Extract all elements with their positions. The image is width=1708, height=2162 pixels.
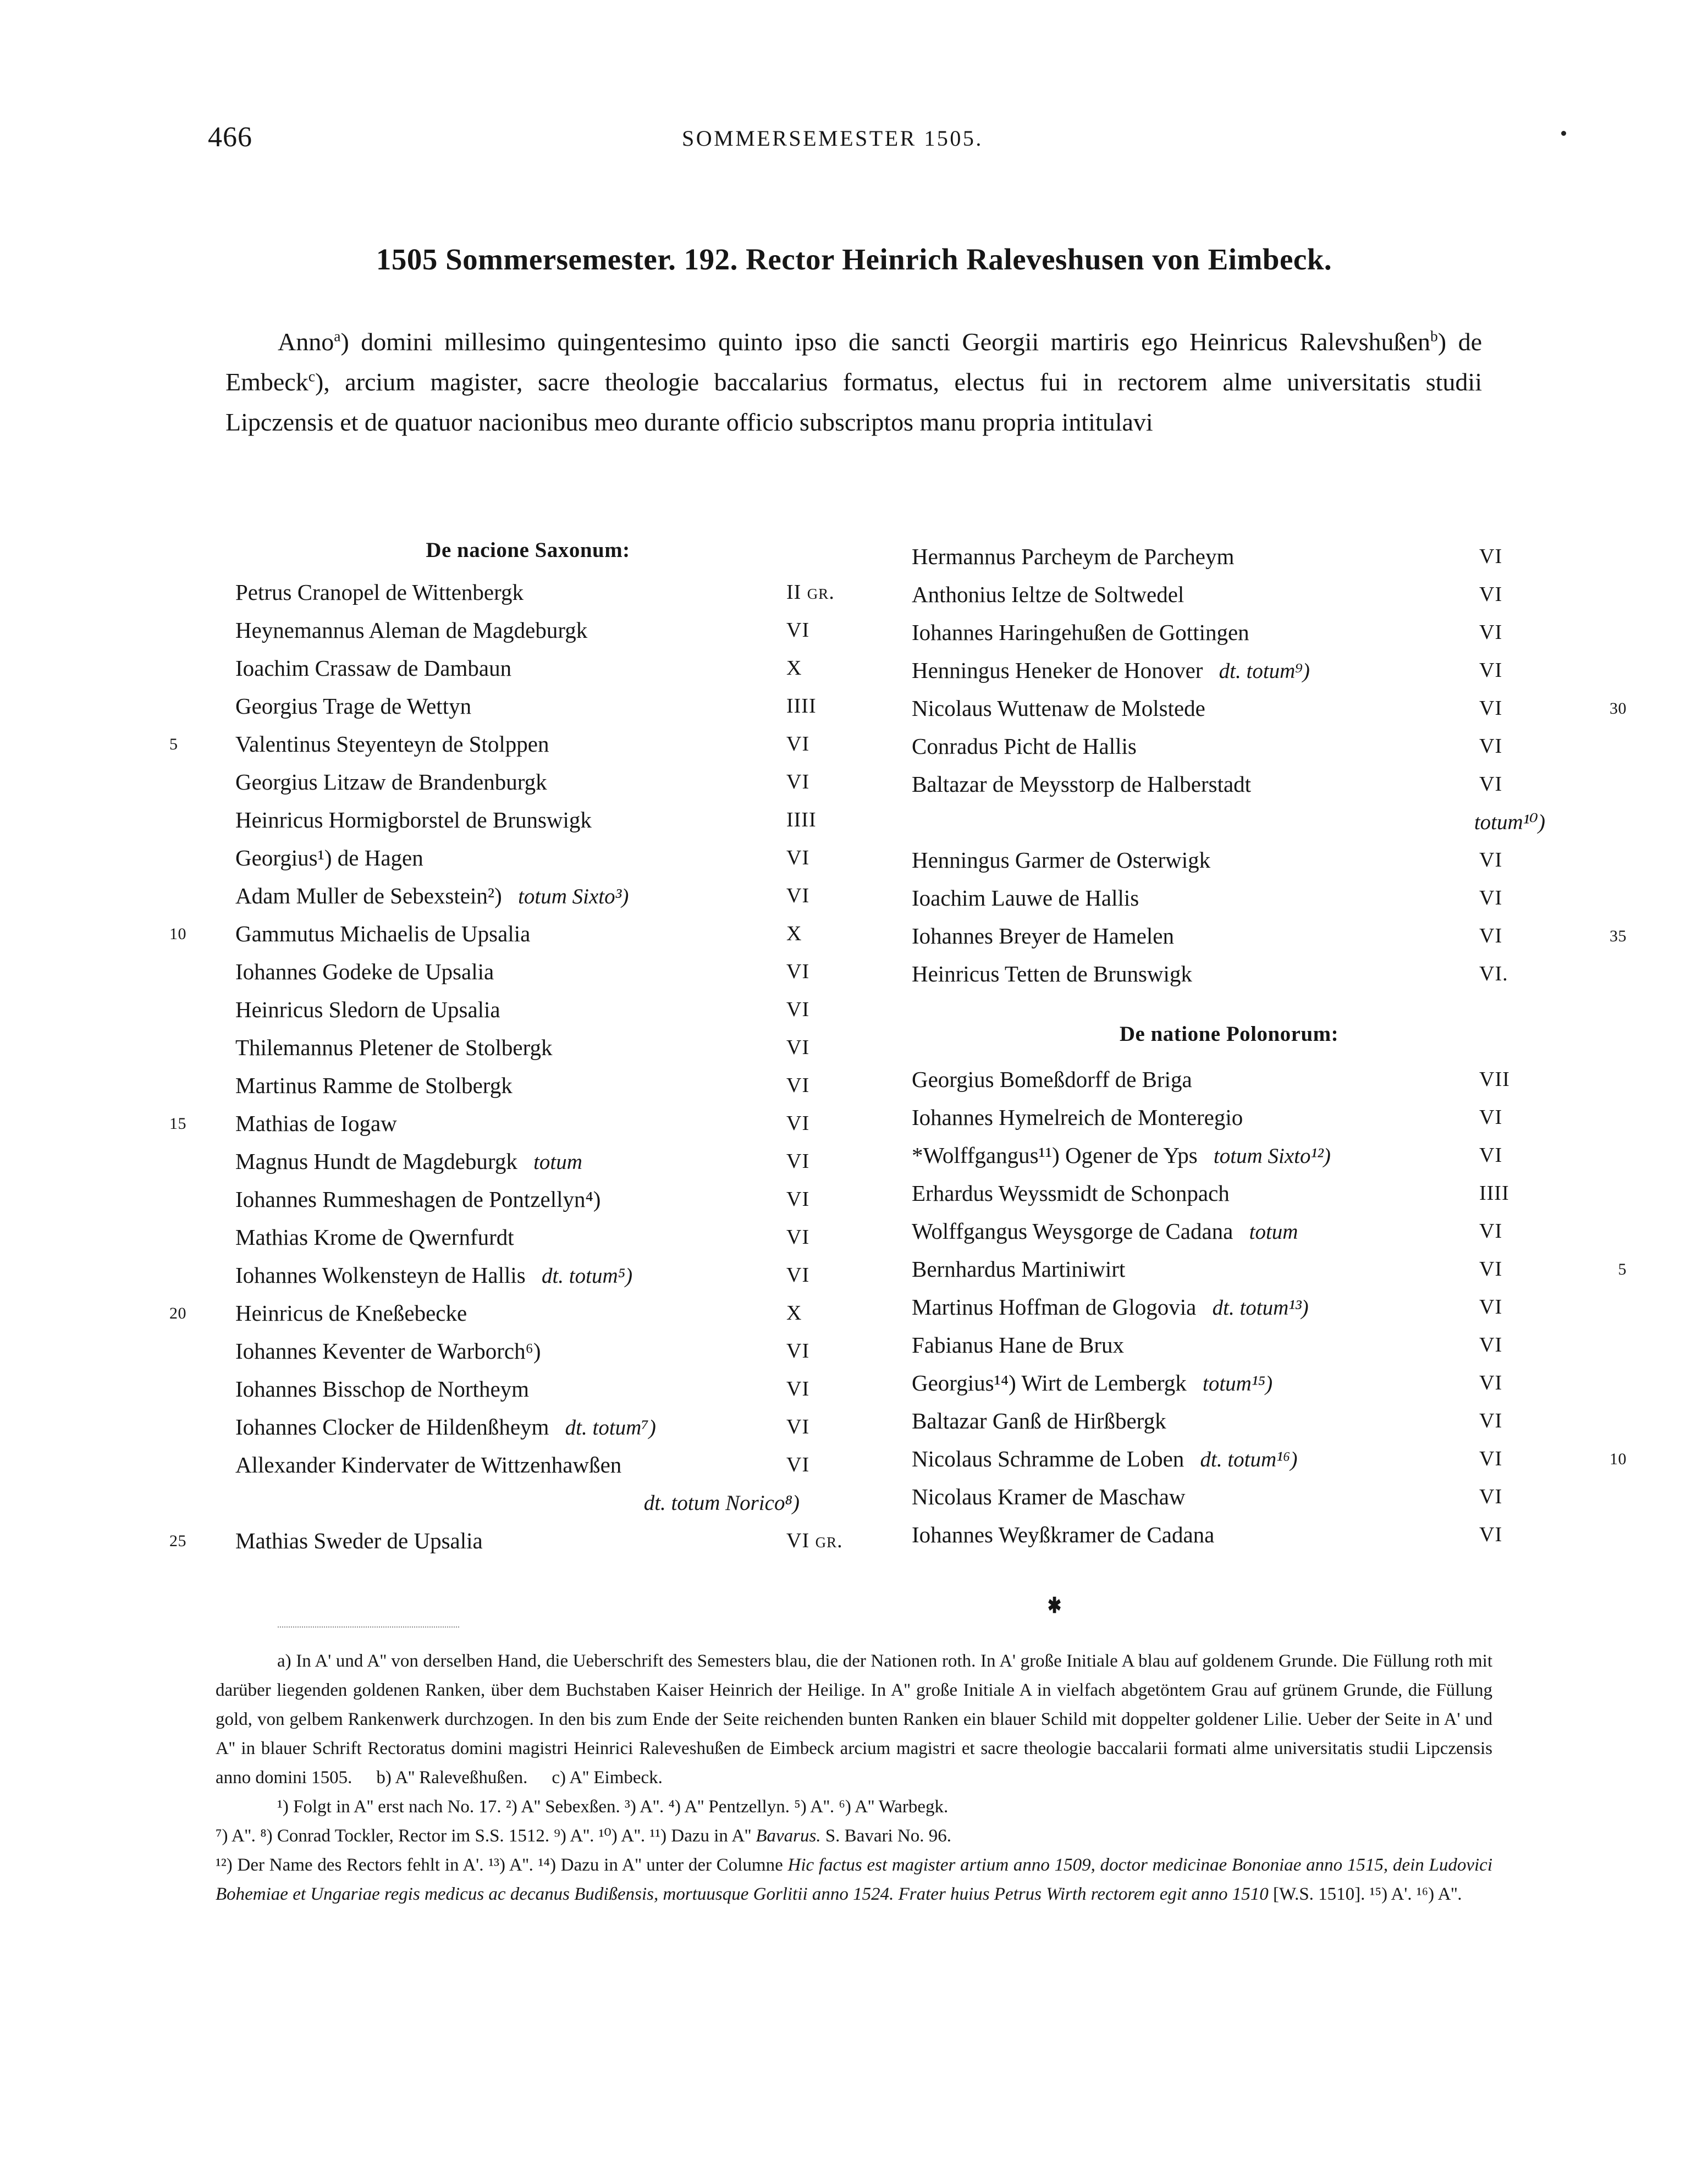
entry-fee: IIII — [1479, 1182, 1509, 1205]
register-entry — [203, 801, 852, 839]
footnote-3b: [W.S. 1510]. ¹⁵) A'. ¹⁶) A''. — [1268, 1884, 1462, 1904]
entry-fee: VI — [786, 1453, 810, 1476]
entry-fee: VI gr. — [786, 1529, 843, 1552]
running-head-title: SOMMERSEMESTER 1505. — [682, 126, 983, 151]
entry-name: Adam Muller de Sebexstein²) totum Sixto³) — [235, 883, 629, 908]
footnote-3-italic: Hic factus est magister artium anno 1509, doctor medicinae Bononiae anno 1515, dein Ludovici Bohemiae et Ungariae regis medicus ac decanus Budißensis, mortuusque Gorlitii anno 1524. Frater huius Petrus Wirth rectorem egit anno 1510 — [216, 1855, 1492, 1904]
section-title: 1505 Sommersemester. 192. Rector Heinrich Raleveshusen von Eimbeck. — [376, 242, 1332, 276]
running-head — [0, 121, 1708, 154]
register-entry — [880, 727, 1578, 765]
entry-fee: VI — [786, 1036, 810, 1059]
entry-fee: VI — [786, 960, 810, 983]
entry-name: Baltazar Ganß de Hirßbergk — [912, 1408, 1166, 1433]
entry-fee: II gr. — [786, 581, 835, 604]
register-entry — [203, 1218, 852, 1256]
register-entry — [203, 877, 852, 915]
entry-name: Iohannes Breyer de Hamelen — [912, 923, 1174, 948]
footnote-c-text: c) A'' Eimbeck. — [552, 1768, 663, 1788]
entry-name: Iohannes Wolkensteyn de Hallis dt. totum⁵) — [235, 1262, 633, 1288]
register-columns — [0, 538, 1708, 1582]
entry-name: Georgius¹⁴) Wirt de Lembergk totum¹⁵) — [912, 1370, 1273, 1396]
entry-payment-note: dt. totum⁹) — [1203, 659, 1310, 683]
entry-name: Iohannes Clocker de Hildenßheym dt. totum⁷) — [235, 1414, 656, 1440]
footnote-a-text: a) In A' und A'' von derselben Hand, die Ueberschrift des Semesters blau, die der Nationen roth. In A' große Initiale A blau auf goldenem Grunde. Die Füllung roth mit darüber liegenden goldenen Ranken, über dem Buchstaben Kaiser Heinrich der Heilige. In A'' große Initiale A in vielfach abgetöntem Grau auf grünem Grunde, die Füllung gold, von gelbem Rankenwerk durchzogen. In den bis zum Ende der Seite reichenden bunten Ranken ein blauer Schild mit doppelter goldener Lilie. Ueber der Seite in A' und A'' in blauer Schrift Rectoratus domini magistri Heinrici Raleveshußen de Eimbeck arcium magistri et sacre theologie baccalarii formati alme universitatis studii Lipczensis anno domini 1505. — [216, 1651, 1492, 1788]
register-entry — [880, 1326, 1578, 1364]
entry-line-number: 30 — [1610, 699, 1627, 718]
register-entry — [203, 991, 852, 1029]
entry-name: Henningus Heneker de Honover dt. totum⁹) — [912, 658, 1310, 683]
entry-list-left — [169, 573, 852, 1560]
intro-paragraph — [225, 322, 1482, 442]
footnote-numbered-line-3 — [216, 1851, 1492, 1909]
page-number: 466 — [208, 122, 252, 153]
entry-fee: VI — [786, 1226, 810, 1249]
register-entry — [880, 614, 1578, 652]
entry-name: Heinricus de Kneßebecke — [235, 1300, 467, 1326]
entry-payment-note: dt. totum¹³) — [1196, 1296, 1309, 1320]
register-entry — [880, 879, 1578, 917]
entry-fee: VI — [786, 846, 810, 869]
entry-name: Wolffgangus Weysgorge de Cadana totum — [912, 1218, 1298, 1244]
entry-payment-note: totum Sixto¹²) — [1197, 1144, 1331, 1168]
register-entry — [880, 1061, 1578, 1099]
register-entry — [880, 1516, 1578, 1554]
entry-fee: VI — [786, 1150, 810, 1173]
register-entry — [203, 1067, 852, 1105]
entry-fee: VI — [1479, 1485, 1503, 1508]
entry-name: Heinricus Hormigborstel de Brunswigk — [235, 807, 592, 832]
entry-line-number: 10 — [1610, 1450, 1627, 1468]
entry-fee: VI — [1479, 583, 1503, 606]
entry-fee: IIII — [786, 808, 817, 831]
register-entry — [169, 1105, 852, 1143]
entry-name: Heynemannus Aleman de Magdeburgk — [235, 617, 588, 643]
register-entry — [169, 915, 852, 953]
entry-name: Nicolaus Wuttenaw de Molstede — [912, 696, 1205, 721]
register-entry — [880, 917, 1627, 955]
entry-name: Heinricus Sledorn de Upsalia — [235, 997, 500, 1022]
nation-heading-saxon: De nacione Saxonum: — [426, 538, 630, 562]
entry-name: Mathias de Iogaw — [235, 1111, 397, 1136]
entry-line-number: 25 — [169, 1532, 186, 1550]
entry-fee: VI — [1479, 1333, 1503, 1356]
register-entry — [203, 1370, 852, 1408]
entry-fee: VI — [786, 770, 810, 793]
entry-name: Henningus Garmer de Osterwigk — [912, 847, 1211, 873]
entry-fee: VI — [786, 732, 810, 755]
entry-name: Bernhardus Martiniwirt — [912, 1256, 1126, 1282]
nation-heading-polish: De natione Polonorum: — [1119, 1022, 1339, 1046]
footnote-2-italic: Bavarus. — [756, 1826, 821, 1846]
entry-name: Erhardus Weyssmidt de Schonpach — [912, 1181, 1230, 1206]
entry-fee: VI — [1479, 659, 1503, 682]
register-entry — [203, 1332, 852, 1370]
footnote-reference-mark-icon: ✱ — [1048, 1594, 1062, 1618]
entry-name: Heinricus Tetten de Brunswigk — [912, 961, 1192, 986]
entry-fee: VI — [1479, 1409, 1503, 1432]
entry-name: Nicolaus Kramer de Maschaw — [912, 1484, 1186, 1509]
entry-fee: VI — [786, 1339, 810, 1363]
entry-fee: VI — [1479, 1220, 1503, 1243]
register-entry — [880, 1250, 1627, 1288]
intro-footnote-marker: c — [308, 367, 315, 385]
entry-fee: VI — [1479, 545, 1503, 568]
entry-fee: VI — [786, 619, 810, 642]
register-entry — [880, 1288, 1578, 1326]
entry-name: Georgius Litzaw de Brandenburgk — [235, 769, 547, 795]
entry-name: Ioachim Crassaw de Dambaun — [235, 655, 512, 681]
entry-name: Mathias Krome de Qwernfurdt — [235, 1225, 514, 1250]
entry-fee: VI — [1479, 1144, 1503, 1167]
entry-name: Martinus Ramme de Stolbergk — [235, 1073, 513, 1098]
entry-list-right-polish — [880, 1061, 1627, 1554]
entry-name: Petrus Cranopel de Wittenbergk — [235, 580, 524, 605]
entry-name: Mathias Sweder de Upsalia — [235, 1528, 483, 1553]
entry-fee: VI — [786, 1112, 810, 1135]
entry-fee: VI — [1479, 848, 1503, 872]
entry-name: Nicolaus Schramme de Loben dt. totum¹⁶) — [912, 1446, 1298, 1471]
register-entry — [880, 652, 1578, 690]
register-entry — [203, 1408, 852, 1446]
register-entry — [880, 1402, 1578, 1440]
register-entry — [203, 1181, 852, 1218]
entry-payment-note: totum¹⁵) — [1186, 1372, 1273, 1396]
entry-line-number: 20 — [169, 1304, 186, 1322]
register-entry — [203, 1446, 852, 1484]
register-entry — [880, 1137, 1578, 1174]
register-entry — [203, 611, 852, 649]
entry-fee: VI — [1479, 1258, 1503, 1281]
entry-fee: VI — [1479, 1447, 1503, 1470]
entry-name: Hermannus Parcheym de Parcheym — [912, 544, 1235, 569]
footnote-2a: ⁷) A''. ⁸) Conrad Tockler, Rector im S.S. 1512. ⁹) A''. ¹⁰) A''. ¹¹) Dazu in A'' — [216, 1826, 756, 1846]
register-entry — [169, 725, 852, 763]
entry-fee: VI — [1479, 924, 1503, 947]
register-entry — [880, 576, 1578, 614]
entry-list-right-saxon — [880, 538, 1627, 993]
entry-payment-note: dt. totum¹⁶) — [1184, 1448, 1298, 1471]
entry-name: Georgius Bomeßdorff de Briga — [912, 1067, 1192, 1092]
entry-line-number: 15 — [169, 1115, 186, 1133]
entry-name: Iohannes Bisschop de Northeym — [235, 1376, 530, 1402]
entry-name: Iohannes Keventer de Warborch⁶) — [235, 1338, 541, 1364]
intro-text: Anno$^a$) domini millesimo quingentesimo quinto ipso die sancti Georgii martiris ego Heinricus Ralevshußen$^b$) de Embeck$^c$), arcium magister, sacre theologie baccalarius formatus, electus fui in rectorem alme universitatis studii Lipczensis et de quatuor nacionibus meo durante officio subscriptos manu propria intitulavi — [225, 327, 1482, 436]
entry-fee: VI — [1479, 735, 1503, 758]
entry-fee: VI — [786, 998, 810, 1021]
footnote-b-text: b) A'' Raleveßhußen. — [376, 1768, 528, 1788]
entry-continuation-note: dt. totum Norico⁸) — [643, 1491, 800, 1515]
entry-continuation-note: totum¹⁰) — [1474, 810, 1545, 834]
entry-fee: VII — [1479, 1068, 1510, 1091]
footnote-3a: ¹²) Der Name des Rectors fehlt in A'. ¹³) A''. ¹⁴) Dazu in A'' unter der Columne — [216, 1855, 788, 1875]
entry-fee: VI — [1479, 1371, 1503, 1394]
entry-name: Martinus Hoffman de Glogovia dt. totum¹³) — [912, 1294, 1309, 1320]
footnote-2b: S. Bavari No. 96. — [820, 1826, 951, 1846]
entry-fee: VI — [786, 1415, 810, 1438]
entry-fee: VI — [1479, 773, 1503, 796]
footnote-numbered-line-1: ¹) Folgt in A'' erst nach No. 17. ²) A'' Sebexßen. ³) A''. ⁴) A'' Pentzellyn. ⁵) A''. ⁶) A'' Warbegk. — [277, 1797, 949, 1817]
register-entry — [203, 763, 852, 801]
register-entry — [880, 690, 1627, 727]
entry-fee: VI — [786, 884, 810, 907]
entry-line-number: 35 — [1610, 927, 1627, 945]
entry-payment-note: totum — [1233, 1220, 1298, 1244]
register-entry — [880, 841, 1578, 879]
register-entry — [880, 1174, 1578, 1212]
register-entry — [880, 1440, 1627, 1478]
entry-fee: VI — [786, 1264, 810, 1287]
register-entry — [880, 1212, 1578, 1250]
entry-fee: VI — [1479, 621, 1503, 644]
intro-footnote-marker: a — [334, 327, 341, 345]
entry-line-number: 5 — [1618, 1260, 1627, 1278]
entry-name: Georgius Trage de Wettyn — [235, 693, 472, 719]
footnote-block — [216, 1647, 1492, 1909]
entry-line-number: 5 — [169, 735, 178, 753]
entry-fee: VI — [1479, 886, 1503, 909]
entry-name: Conradus Picht de Hallis — [912, 733, 1137, 759]
register-entry — [880, 1478, 1578, 1516]
register-entry — [203, 687, 852, 725]
entry-name: Thilemannus Pletener de Stolbergk — [235, 1035, 553, 1060]
entry-name: *Wolffgangus¹¹) Ogener de Yps totum Sixto¹²) — [912, 1143, 1331, 1168]
register-entry — [880, 538, 1578, 576]
footnote-separator — [278, 1626, 459, 1628]
register-entry — [203, 573, 852, 611]
entry-payment-note: totum Sixto³) — [502, 885, 629, 908]
entry-name: Iohannes Godeke de Upsalia — [235, 959, 494, 984]
register-column-right — [880, 538, 1627, 1554]
entry-fee: X — [786, 1301, 802, 1325]
entry-payment-note: totum — [517, 1150, 582, 1174]
register-entry — [203, 953, 852, 991]
entry-fee: VI — [786, 1188, 810, 1211]
footnote-numbered-line-2 — [216, 1822, 1492, 1851]
register-entry — [880, 955, 1578, 993]
register-entry — [203, 1029, 852, 1067]
entry-name: Fabianus Hane de Brux — [912, 1332, 1124, 1358]
register-entry — [169, 1294, 852, 1332]
register-entry — [880, 1364, 1578, 1402]
entry-name: Valentinus Steyenteyn de Stolppen — [235, 731, 549, 757]
register-entry — [203, 839, 852, 877]
entry-name: Iohannes Rummeshagen de Pontzellyn⁴) — [235, 1187, 601, 1212]
entry-payment-note: dt. totum⁵) — [525, 1264, 633, 1288]
footnote-a — [216, 1647, 1492, 1793]
entry-fee: VI — [1479, 1523, 1503, 1546]
entry-fee: VI — [786, 1074, 810, 1097]
entry-fee: VI — [1479, 1106, 1503, 1129]
entry-fee: VI — [1479, 697, 1503, 720]
entry-name: Anthonius Ieltze de Soltwedel — [912, 582, 1184, 607]
entry-fee: IIII — [786, 694, 817, 718]
register-entry — [203, 649, 852, 687]
entry-name: Magnus Hundt de Magdeburgk totum — [235, 1149, 582, 1174]
entry-name: Georgius¹) de Hagen — [235, 845, 423, 870]
register-entry — [203, 1143, 852, 1181]
entry-fee: VI — [786, 1377, 810, 1400]
entry-fee: X — [786, 657, 802, 680]
entry-name: Iohannes Weyßkramer de Cadana — [912, 1522, 1215, 1547]
entry-fee: VI — [1479, 1295, 1503, 1319]
margin-dot-icon — [1561, 131, 1566, 136]
intro-footnote-marker: b — [1430, 327, 1438, 345]
register-entry — [203, 1256, 852, 1294]
entry-name: Baltazar de Meysstorp de Halberstadt — [912, 771, 1252, 797]
register-entry — [880, 765, 1578, 803]
entry-fee: X — [786, 922, 802, 945]
entry-name: Ioachim Lauwe de Hallis — [912, 885, 1139, 911]
entry-name: Iohannes Hymelreich de Monteregio — [912, 1105, 1243, 1130]
register-entry — [169, 1522, 852, 1560]
entry-name: Iohannes Haringehußen de Gottingen — [912, 620, 1249, 645]
entry-line-number: 10 — [169, 925, 186, 943]
register-column-left — [169, 538, 852, 1560]
entry-name: Allexander Kindervater de Wittzenhawßen — [235, 1452, 622, 1477]
register-entry — [880, 1099, 1578, 1137]
entry-payment-note: dt. totum⁷) — [549, 1416, 656, 1440]
entry-name: Gammutus Michaelis de Upsalia — [235, 921, 531, 946]
entry-fee: VI. — [1479, 962, 1508, 985]
